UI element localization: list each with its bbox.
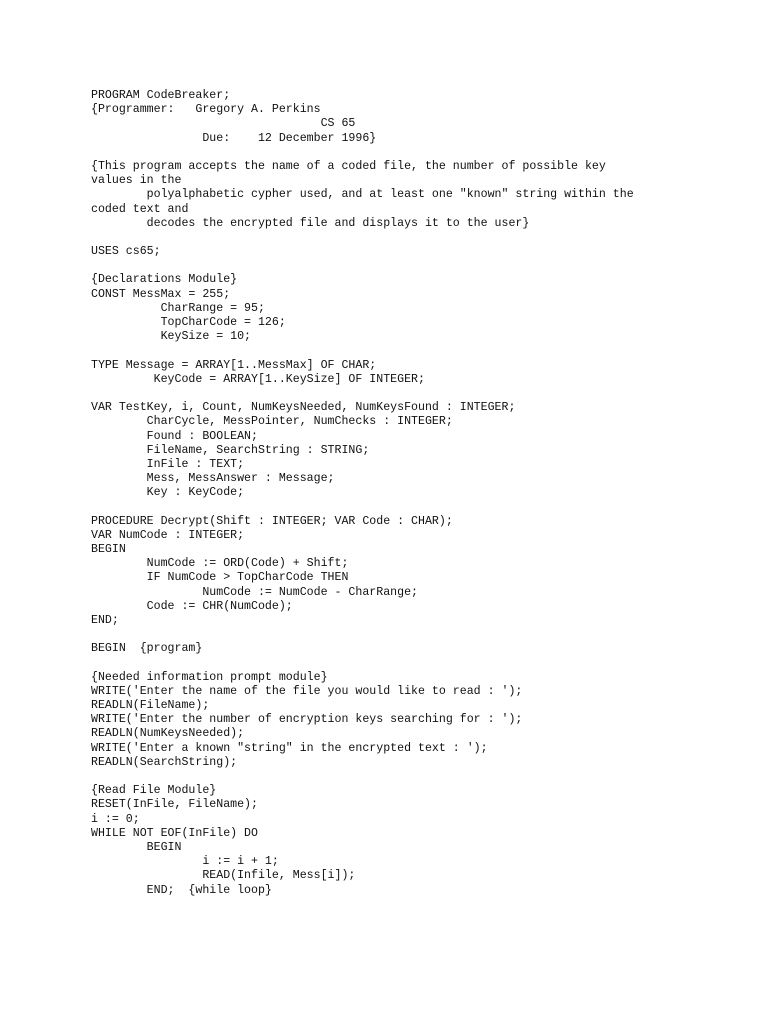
code-line — [91, 146, 634, 160]
code-line: i := i + 1; — [91, 855, 279, 869]
code-line: coded text and — [91, 202, 189, 216]
code-line: {Programmer: Gregory A. Perkins — [91, 103, 321, 117]
code-line: values in the — [91, 174, 182, 188]
code-line: {This program accepts the name of a coded file, the number of possible key — [91, 159, 606, 173]
code-line: CharRange = 95; — [91, 301, 265, 315]
code-line — [91, 500, 634, 514]
code-line — [91, 231, 634, 245]
code-line: CS 65 — [91, 117, 356, 131]
code-line: {Needed information prompt module} — [91, 670, 328, 684]
code-line: i := 0; — [91, 812, 140, 826]
code-line: BEGIN {program} — [91, 642, 203, 656]
code-line: TYPE Message = ARRAY[1..MessMax] OF CHAR; — [91, 358, 377, 372]
code-line: END; {while loop} — [91, 883, 272, 897]
code-line: VAR TestKey, i, Count, NumKeysNeeded, NumKeysFound : INTEGER; — [91, 401, 516, 415]
code-line — [91, 344, 634, 358]
code-line: WRITE('Enter a known "string" in the encrypted text : '); — [91, 741, 488, 755]
code-line: KeyCode = ARRAY[1..KeySize] OF INTEGER; — [91, 372, 425, 386]
code-line: READLN(SearchString); — [91, 755, 238, 769]
code-line: USES cs65; — [91, 245, 161, 259]
code-line: PROGRAM CodeBreaker; — [91, 89, 231, 102]
code-line: {Declarations Module} — [91, 273, 238, 287]
code-line — [91, 387, 634, 401]
code-line: TopCharCode = 126; — [91, 316, 286, 329]
code-line: CharCycle, MessPointer, NumChecks : INTEGER; — [91, 415, 453, 429]
code-line — [91, 628, 634, 642]
code-line: WRITE('Enter the name of the file you would like to read : '); — [91, 684, 523, 698]
code-listing — [91, 89, 634, 898]
code-line: Mess, MessAnswer : Message; — [91, 472, 335, 486]
code-line: polyalphabetic cypher used, and at least one "known" string within the — [91, 188, 634, 202]
code-line — [91, 259, 634, 273]
code-line: Found : BOOLEAN; — [91, 429, 258, 443]
code-line: READLN(FileName); — [91, 699, 210, 713]
code-line: Due: 12 December 1996} — [91, 131, 377, 145]
code-line: END; — [91, 613, 119, 627]
code-line: PROCEDURE Decrypt(Shift : INTEGER; VAR Code : CHAR); — [91, 514, 453, 528]
code-line: IF NumCode > TopCharCode THEN — [91, 571, 349, 585]
code-line: InFile : TEXT; — [91, 457, 245, 471]
code-line: decodes the encrypted file and displays it to the user} — [91, 216, 530, 230]
code-line — [91, 657, 634, 671]
code-line: BEGIN — [91, 840, 182, 854]
code-line: NumCode := ORD(Code) + Shift; — [91, 557, 349, 571]
code-line: FileName, SearchString : STRING; — [91, 443, 370, 457]
code-line: KeySize = 10; — [91, 330, 252, 344]
code-line: WHILE NOT EOF(InFile) DO — [91, 826, 258, 840]
code-line: NumCode := NumCode - CharRange; — [91, 585, 418, 599]
code-line: READLN(NumKeysNeeded); — [91, 727, 245, 741]
code-line: VAR NumCode : INTEGER; — [91, 528, 245, 542]
code-line: CONST MessMax = 255; — [91, 287, 231, 301]
code-line: BEGIN — [91, 543, 126, 556]
code-line: READ(Infile, Mess[i]); — [91, 869, 356, 883]
code-line — [91, 770, 634, 784]
code-line: {Read File Module} — [91, 784, 217, 798]
code-line: Key : KeyCode; — [91, 486, 245, 500]
code-line: Code := CHR(NumCode); — [91, 599, 293, 613]
code-line: WRITE('Enter the number of encryption keys searching for : '); — [91, 713, 523, 727]
code-line: RESET(InFile, FileName); — [91, 798, 258, 812]
